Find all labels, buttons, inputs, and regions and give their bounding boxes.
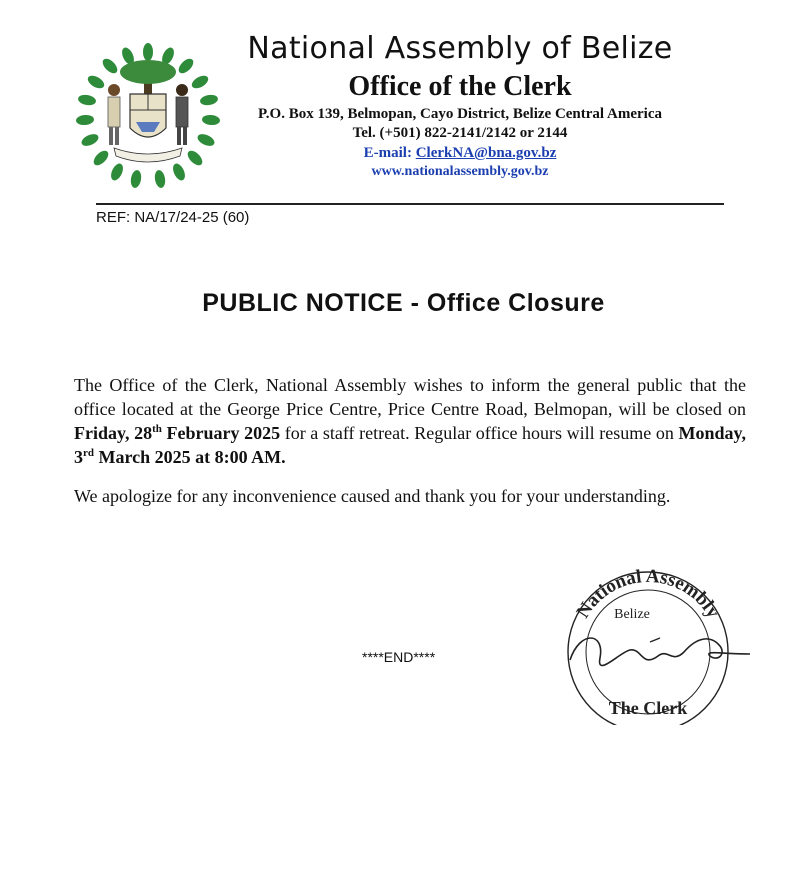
resume-date: Monday, 3rd March 2025 at 8:00 AM. [74, 423, 746, 467]
office-name: Office of the Clerk [348, 71, 572, 102]
stamp-top-text: National Assembly [572, 565, 724, 622]
email-link[interactable]: ClerkNA@bna.gov.bz [415, 145, 557, 161]
notice-paragraph-2: We apologize for any inconvenience caused and thank you for your understanding. [74, 486, 671, 506]
website-link[interactable]: www.nationalassembly.gov.bz [371, 164, 549, 179]
organization-name: National Assembly of Belize [247, 31, 673, 66]
postal-address: P.O. Box 139, Belmopan, Cayo District, Belize Central America [258, 106, 662, 122]
email-label: E-mail: [363, 145, 412, 161]
stamp-middle-text: Belize [614, 607, 650, 622]
email-line [230, 145, 690, 162]
official-stamp [550, 560, 760, 725]
reference-number: REF: NA/17/24-25 (60) [96, 209, 250, 226]
telephone: Tel. (+501) 822-2141/2142 or 2144 [352, 125, 568, 141]
signature [570, 638, 750, 666]
p1-intro: The Office of the Clerk, National Assembly wishes to inform the general public that the office located at the George Price Centre, Price Centre Road, Belmopan, will be closed on [74, 375, 746, 419]
notice-paragraph-1 [74, 373, 746, 469]
coat-of-arms-logo [74, 42, 222, 190]
stamp-bottom-text: The Clerk [608, 698, 688, 718]
notice-title: PUBLIC NOTICE - Office Closure [202, 289, 605, 317]
header-divider [96, 203, 724, 205]
p1-middle: for a staff retreat. Regular office hours will resume on [284, 423, 674, 443]
closure-date: Friday, 28th February 2025 [74, 423, 281, 443]
end-marker: ****END**** [362, 649, 436, 665]
